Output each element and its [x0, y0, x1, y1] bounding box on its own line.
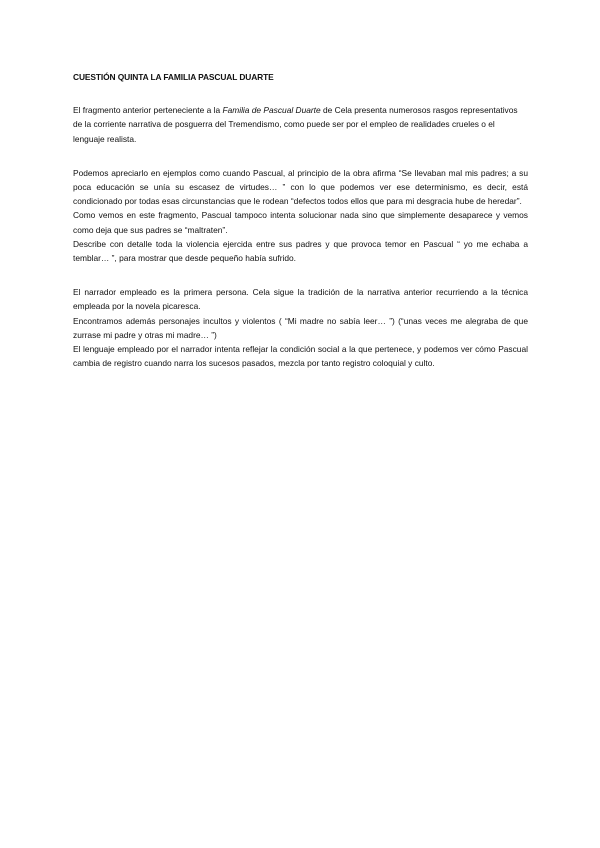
paragraph-language: El lenguaje empleado por el narrador intenta reflejar la condición social a la que pertenece, y podemos ver cómo Pascual cambia de registro cuando narra los sucesos pasados, mezcla por tanto registro coloquial y culto.	[73, 344, 528, 369]
book-title-italic: Familia de Pascual Duarte	[222, 105, 321, 116]
paragraph-characters: Encontramos además personajes incultos y violentos ( “Mi madre no sabía leer… ”) (“unas veces me alegraba de que zurrase mi padre y otras mi madre… ”)	[73, 315, 528, 340]
intro-paragraph	[73, 103, 528, 146]
intro-text-after: de Cela presenta numerosos rasgos representativos de la corriente narrativa de posguerra del Tremendismo, como puede ser por el empleo de realidades crueles o el lenguaje realista.	[73, 105, 518, 144]
paragraph-example: Podemos apreciarlo en ejemplos como cuando Pascual, al principio de la obra afirma “Se llevaban mal mis padres; a su poca educación se unía su escasez de virtudes… ” con lo que podemos ver ese determinismo, es decir, está condicionado por todas esas circunstancias que le rodean “defectos todos ellos que para mi desgracia hube de heredar”.	[73, 167, 528, 207]
section-determinism	[73, 166, 528, 265]
paragraph-fragment: Como vemos en este fragmento, Pascual tampoco intenta solucionar nada sino que simplemente desaparece y vemos como deja que sus padres se “maltraten”.	[73, 210, 528, 235]
document-title: CUESTIÓN QUINTA LA FAMILIA PASCUAL DUARTE	[73, 72, 274, 82]
intro-text-before: El fragmento anterior perteneciente a la	[73, 105, 223, 116]
intro-text	[73, 103, 528, 146]
paragraph-violence: Describe con detalle toda la violencia ejercida entre sus padres y que provoca temor en Pascual “ yo me echaba a temblar… ”, para mostrar que desde pequeño había sufrido.	[73, 238, 528, 264]
document-page	[73, 70, 528, 390]
paragraph-narrator: El narrador empleado es la primera persona. Cela sigue la tradición de la narrativa anterior recurriendo a la técnica empleada por la novela picaresca.	[73, 287, 528, 312]
section-narrator	[73, 285, 528, 370]
